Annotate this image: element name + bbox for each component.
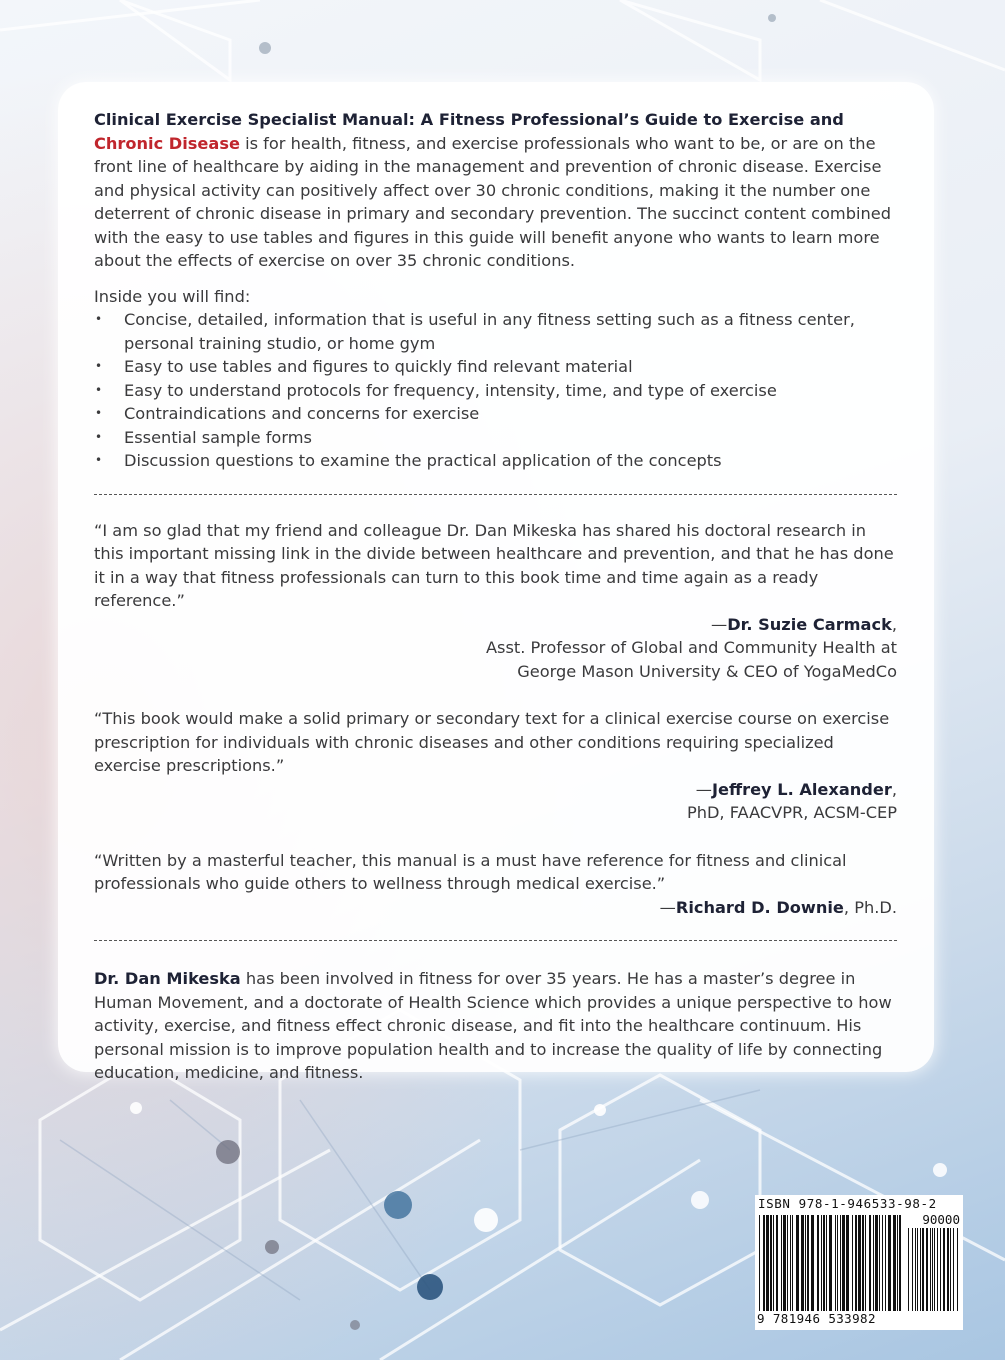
testimonial-text: “Written by a masterful teacher, this manual is a must have reference for fitness and clinical professionals who guide others to wellness through medical exercise.” — [94, 850, 847, 893]
barcode-bar — [937, 1228, 938, 1311]
barcode-bar — [912, 1228, 913, 1311]
barcode-bar — [787, 1215, 788, 1311]
bullet-icon: • — [95, 406, 103, 420]
testimonial-credential: Asst. Professor of Global and Community Health at — [485, 638, 897, 657]
price-code: 90000 — [922, 1212, 960, 1227]
testimonial-text: “This book would make a solid primary or secondary text for a clinical exercise course on exercise prescription for individuals with chronic diseases and other conditions requiring specialized exercise prescriptions.” — [94, 709, 890, 775]
bullet-icon: • — [95, 453, 103, 467]
testimonial-author: Richard D. Downie — [675, 897, 844, 917]
barcode-bar — [773, 1215, 774, 1311]
inside-heading: Inside you will find: — [94, 286, 251, 306]
barcode-bar — [855, 1215, 857, 1311]
barcode-bar — [940, 1228, 941, 1311]
barcode-bar — [882, 1215, 883, 1311]
list-item: • Contraindications and concerns for exercise — [94, 402, 897, 426]
author-bio-text: has been involved in fitness for over 35 years. He has a master’s degree in Human Movement, and a doctorate of Health Science which provides a unique perspective to how activity, exercise, and fitness effect chronic disease, and fit into the healthcare continuum. His personal mission is to improve population health and to increase the quality of life by connecting education, medicine, and fitness. — [94, 969, 892, 1082]
barcode-addon-bars — [907, 1228, 961, 1311]
barcode-bar — [873, 1215, 874, 1311]
book-description — [94, 108, 897, 273]
testimonial-attribution: —Jeffrey L. Alexander, — [695, 779, 897, 799]
barcode-bar — [821, 1215, 822, 1311]
barcode-bar — [781, 1215, 782, 1311]
barcode-bar — [869, 1215, 871, 1311]
barcode-bar — [783, 1215, 786, 1311]
barcode-bar — [879, 1215, 880, 1311]
testimonial-author: Jeffrey L. Alexander — [711, 779, 892, 799]
barcode-digits: 9 781946 533982 — [757, 1311, 876, 1326]
testimonial — [94, 519, 897, 684]
barcode-bar — [865, 1215, 866, 1311]
bullet-icon: • — [95, 382, 103, 397]
barcode-bar — [835, 1215, 836, 1311]
section-divider — [94, 940, 897, 941]
barcode-bar — [837, 1215, 838, 1311]
description-body: is for health, fitness, and exercise professionals who want to be, or are on the front line of healthcare by aiding in the management and prevention of chronic disease. Exercise and physical activity can positively affect over 30 chronic conditions, making it the number one deterrent of chronic disease in primary and secondary prevention. The succinct content combined with the easy to use tables and figures in this guide will benefit anyone who wants to learn more about the effects of exercise on over 35 chronic conditions. — [94, 133, 891, 270]
bullet-icon: • — [95, 312, 103, 326]
barcode-bar — [852, 1215, 853, 1311]
barcode-bar — [908, 1228, 909, 1311]
testimonial — [94, 707, 897, 825]
author-bio — [94, 967, 897, 1085]
back-cover-content — [94, 108, 897, 1085]
barcode-bar — [897, 1215, 898, 1311]
barcode-bar — [875, 1215, 878, 1311]
barcode-bar — [770, 1215, 772, 1311]
feature-list — [94, 308, 897, 473]
barcode-bar — [792, 1215, 793, 1311]
testimonial-attribution: —Dr. Suzie Carmack, — [711, 614, 897, 634]
barcode-bar — [829, 1215, 832, 1311]
barcode-bar — [957, 1228, 958, 1311]
list-item: • Concise, detailed, information that is useful in any fitness setting such as a fitness center, personal training studio, or home gym — [95, 310, 855, 353]
author-name: Dr. Dan Mikeska — [94, 969, 241, 988]
barcode-bar — [899, 1215, 901, 1311]
bullet-icon: • — [95, 359, 103, 373]
barcode-bar — [801, 1215, 804, 1311]
barcode-bar — [885, 1215, 886, 1311]
barcode-bar — [862, 1215, 864, 1311]
testimonial-credential: George Mason University & CEO of YogaMedCo — [517, 661, 897, 681]
barcode-bar — [807, 1215, 809, 1311]
book-title-accent: Chronic Disease — [94, 133, 240, 153]
barcode-bar — [932, 1228, 933, 1311]
barcode-bar — [858, 1215, 861, 1311]
isbn-barcode — [755, 1195, 963, 1330]
barcode-bar — [840, 1215, 841, 1311]
barcode-bar — [811, 1215, 814, 1311]
barcode-bar — [947, 1228, 949, 1311]
barcode-bar — [934, 1228, 935, 1311]
bullet-icon: • — [95, 429, 103, 444]
list-item: • Easy to understand protocols for frequency, intensity, time, and type of exercise — [94, 379, 897, 403]
barcode-bar — [759, 1215, 760, 1311]
book-title: Clinical Exercise Specialist Manual: A Fitness Professional’s Guide to Exercise and Chronic Disease — [94, 110, 844, 153]
barcode-bar — [922, 1228, 924, 1311]
barcode-bar — [766, 1215, 769, 1311]
section-divider — [94, 494, 897, 495]
barcode-bar — [926, 1228, 928, 1311]
barcode-bar — [917, 1228, 918, 1311]
barcode-bar — [823, 1215, 825, 1311]
testimonial-author: Dr. Suzie Carmack — [727, 614, 892, 634]
testimonial-attribution: —Richard D. Downie, Ph.D. — [659, 897, 897, 917]
barcode-bar — [805, 1215, 806, 1311]
barcode-bars — [758, 1215, 904, 1311]
list-item: • Essential sample forms — [94, 426, 897, 450]
barcode-bar — [796, 1215, 799, 1311]
barcode-bar — [915, 1228, 916, 1311]
barcode-bar — [763, 1215, 765, 1311]
barcode-bar — [920, 1228, 921, 1311]
list-item: • Easy to use tables and figures to quickly find relevant material — [94, 355, 897, 379]
barcode-bar — [826, 1215, 827, 1311]
testimonial-credential: PhD, FAACVPR, ACSM-CEP — [686, 803, 897, 822]
list-item: • Discussion questions to examine the practical application of the concepts — [94, 449, 897, 473]
barcode-bar — [943, 1228, 945, 1311]
barcode-bar — [888, 1215, 891, 1311]
barcode-bar — [776, 1215, 778, 1311]
barcode-bar — [846, 1215, 849, 1311]
barcode-bar — [953, 1228, 954, 1311]
barcode-bar — [842, 1215, 845, 1311]
isbn-label: ISBN 978-1-946533-98-2 — [758, 1196, 937, 1211]
barcode-bar — [790, 1215, 791, 1311]
testimonial-text: “I am so glad that my friend and colleague Dr. Dan Mikeska has shared his doctoral research in this important missing link in the divide between healthcare and prevention, and that he has done it in a way that fitness professionals can turn to this book time and time again as a ready reference.” — [94, 520, 894, 610]
barcode-bar — [817, 1215, 819, 1311]
barcode-bar — [930, 1228, 931, 1311]
barcode-bar — [950, 1228, 951, 1311]
testimonial — [94, 849, 897, 920]
barcode-bar — [893, 1215, 896, 1311]
